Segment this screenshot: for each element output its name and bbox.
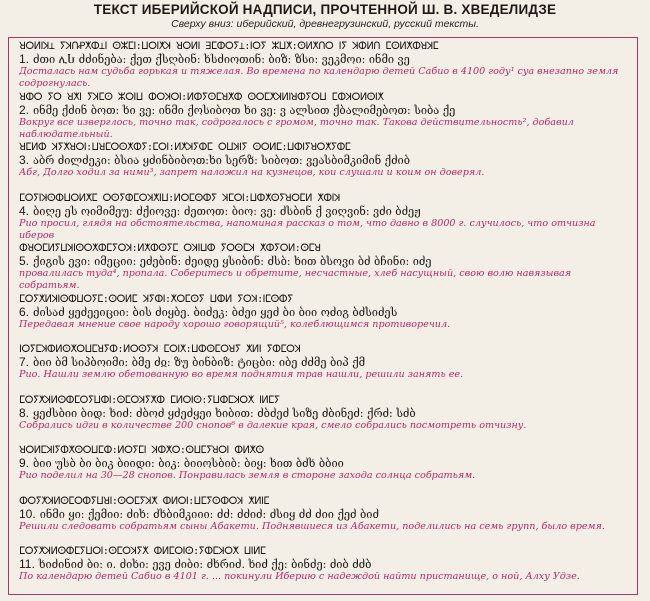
- georgian-line: [19, 356, 629, 369]
- georgian-text: ძისაძ ყეძეეიციი: ბის ძიყბე. ბიძეკ: ბძეი ყეძ ბი ბიი ოძიგ ბძსიძეს: [33, 305, 398, 319]
- georgian-text: ქიგის ევი: იმეციი: ეძებინ: ძეიდე ყსიბინ: ძსბ: ხით ბსოვი ბძ ბჩინი: იძე: [33, 255, 432, 268]
- georgian-text: ხიძინიძ ბი: ი. ძიხი: ევე ძიბი: ძხრიძ. ხიძ ქე: ბინძე: ძიბ ძძბ: [38, 558, 372, 571]
- georgian-text: ინმე ქძინ ბოთ: ხი ვე: ინმი ქოსიბოთ ხი ვე: ვ ალსით ქბალიმებოთ: სიბა ქე: [33, 103, 456, 117]
- entry-2: [19, 92, 629, 143]
- inscription-frame: [8, 37, 638, 595]
- entry-number: 3.: [19, 154, 30, 167]
- georgian-line: [19, 255, 629, 268]
- russian-line: Абг, Долго ходил за ними³, запрет наложил на кузнецов, кои слушали и коим он доверял.: [19, 167, 485, 178]
- iberian-line: ⵎⵔⵢⵅⵍꓘⵏⵙⵀⵡⵔⵢⵎ:ⵙⵔⵍⵎ ꓘⵢⵀⵏ:ⵅⵔⵎⵙⵢ ⵡⵀⵍ ⵢⵔꓘ:ⵏⵎⵙⵀⵢ: [19, 293, 293, 305]
- entry-10: [19, 496, 629, 547]
- georgian-text: ბიი ბმ სიპბოიმი: ბმე ძჲ: ზუ ბინბიზ: ტიცბი: იბე ძძმე ბიპ ქმ: [33, 356, 366, 369]
- iberian-line: ꓤⵔⵍⵎꓘⵏⵢⵀⵅⵙⵔⵡⵎⵀ:ⵍⵔⵢⵎⵏ ꓘⵀⵅⵔ:ⵙⵡⵎⵢꓤⵔⵏ ⵀⵍⵅⵙ: [19, 445, 264, 456]
- russian-line: Вокруг все изверглось, точно так, содрогалось с громом, точно так. Такова действительность², добавил наблюдательный.: [19, 116, 574, 140]
- entry-6: [19, 294, 629, 345]
- entry-number: 4.: [19, 204, 30, 218]
- page-title: ТЕКСТ ИБЕРИЙСКОЙ НАДПИСИ, ПРОЧТЕННОЙ Ш. В. ХВЕДЕЛИДЗЕ: [93, 2, 557, 17]
- entry-number: 9.: [19, 457, 30, 470]
- iberian-line: ⵏⵔⵢⵎꓘⵀⵍⵙⵅⵔⵡⵎꓤⵢⵀ:ⵍⵔⵙⵢꓘ ⵎⵔⵏⵅ:ⵡⵀⵙⵎⵔꓤⵢ ⵅⵍⵏ ⵢⵀⵎⵔꓘ: [19, 344, 301, 355]
- entry-8: [19, 395, 629, 446]
- entry-number: 11.: [19, 558, 35, 571]
- georgian-text: ბიი უსბ ბი ბიკ ბიიდი: ბიკ: ბიიოსბიბ: ბიყ: ხით ბძხ ბბიი: [33, 457, 344, 470]
- iberian-line: ꓤⵀⵔ ⵢⵔ ꓤⵅⵏ ⵢꓘⵎⵙ ⵣⵔⵏⵡ ⵀⵔꓘⵔⵏ:ⵍⵀⵢⵙⵎꓤⵅⵀ ⵙⵔⵎⵅꓘⵍⵏꓤⵀⵢⵔⵡ ⵎⵀꓘⵔⵍⵙⵏⵅ: [19, 91, 384, 103]
- entry-7: [19, 344, 629, 395]
- georgian-line: [19, 53, 629, 66]
- georgian-line: [19, 508, 629, 521]
- georgian-text: ინმი ყი: ქემიი: ძიხ: ძხბიმკიიი: ძძ: ძძიძ: ძსიყ ძძ ძიი ქეძ ბიძ: [39, 507, 379, 521]
- georgian-line: [19, 457, 629, 470]
- entry-number: 7.: [19, 356, 30, 369]
- entry-number: 5.: [19, 255, 30, 268]
- georgian-line: [19, 407, 629, 420]
- iberian-line: ⵎⵔⵢⵅꓘⵍⵙⵀⵎⵢⵡⵔⵏ:ⵙⵎⵔꓘⵢⵅ ⵀⵍⵎⵔⵏⵙ:ⵢⵀⵎꓘⵔⵅ ⵡⵏⵍⵎ: [19, 546, 266, 557]
- russian-line: Досталась нам судьба горькая и тяжелая. Во времена по календарю детей Сабио в 4100 году¹ суа внезапно земля содрогнулась.: [19, 66, 619, 89]
- georgian-line: [19, 558, 629, 571]
- georgian-text: ძთი ሊႱ ძძინება: ქეთ ქსღბინ: ხსძიოთინ: ბიზ: ზსი: ვეკმოი: ინმი ვე: [33, 53, 410, 66]
- entry-number: 8.: [19, 406, 30, 420]
- russian-line: По календарю детей Сабио в 4101 г. ... покинули Иберию с надеждой найти пристанище, о ной, Алху Удзе.: [19, 571, 580, 582]
- entry-number: 6.: [19, 305, 30, 319]
- entry-11: [19, 546, 629, 597]
- entry-4: [19, 193, 629, 244]
- iberian-line: ⵀꓤⵔⵎⵍⵢⵡꓘⵏⵙⵔⵅⵀⵎⵢⵔꓘ:ⵍⵅⵀⵙⵢⵎ ⵔꓘⵏⵡⵀ ⵢⵔⵙⵎꓘ ⵅⵀⵢⵔⵍ:ⵙⵎꓤ: [19, 243, 321, 254]
- georgian-text: აბრ ძილძეკი: ბსია ყძინბიბოთ:ხი სერზ: სიბოთ: ვეასბიმკიმინ ქძიბ: [33, 154, 410, 167]
- iberian-line: ⵎⵔⵢⵏꓘⵙⵀⵡⵔⵍⵅⵎ ⵔⵙⵢⵀⵎⵔꓘⵅⵏⵡ:ⵍⵔⵎⵙⵀⵢ ꓘⵎⵔⵏ:ⵡⵀⵅⵙⵢꓤⵔⵎⵍ ⵅⵀⵏꓘ: [19, 192, 340, 204]
- russian-line: Рио поделил на 30—28 снопов. Понравилась земля в стороне захода солнца собратьям.: [19, 470, 476, 481]
- georgian-line: [19, 104, 629, 117]
- iberian-line: ⵎⵔⵢⵅꓘⵍⵙⵀⵎⵔⵢⵡⵀⵏ:ⵙⵎⵔꓘⵢⵅⵀ ⵎⵍⵔⵏⵙ:ⵢⵡⵀⵎꓘⵔⵅ ⵏⵍⵎⵢ: [19, 394, 280, 406]
- iberian-line: ꓤⵎⵍⵀ ꓘⵢⵅꓤⵔⵏ:ⵡꓤⵎⵔⵙⵅⵀⵢ:ⵎⵔⵏ:ⵍⵅꓘⵢⵀⵎ ⵔⵡꓘⵏⵢ ⵙⵔⵍⵎ:ⵡⵀⵏⵢꓤⵔⵅⵢⵀⵎ: [19, 142, 351, 153]
- entry-3: [19, 142, 629, 193]
- georgian-line: [19, 154, 629, 167]
- header: [0, 2, 650, 30]
- entry-5: [19, 243, 629, 294]
- russian-line: Рио. Нашли землю обетованную во время поднятия трав нашли, решили занять ее.: [19, 369, 464, 380]
- georgian-text: ყეძსბიი ბიდ: ხიძ: ძბოძ ყძეძყეი ხიბით: ძბძეძ სიზე ძბინეძ: ქრძ: სძბ: [33, 406, 416, 420]
- georgian-line: [19, 306, 629, 319]
- entry-1: [19, 41, 629, 92]
- georgian-line: [19, 205, 629, 218]
- entry-number: 2.: [19, 103, 30, 117]
- georgian-text: ბიღე ეს ოიმიმეუ: ძქიოვე: ძეთოთ: ბიო: ვე: ძსბინ ქ ვიღვინ: ვძი ბძეჟ: [33, 204, 421, 218]
- russian-line: Собрались идги в количестве 200 снопов⁶ в далекие края, смело собрались посмотреть отчизну.: [19, 419, 527, 431]
- page-subtitle: Сверху вниз: иберийский, древнегрузинский, русский тексты.: [171, 18, 479, 30]
- russian-line: Решили следовать собратьям сыны Абакети. Поднявшиеся из Абакети, поделились на семь групп, было время.: [19, 520, 605, 532]
- russian-line: Передавая мнение свое народу хорошо говорящий⁵, колеблющимся противоречил.: [19, 318, 451, 330]
- russian-line: провалилась туда⁴, пропала. Соберитесь и обретите, несчастные, хлеб насущный, свою волю навязывая собратьям.: [19, 268, 572, 291]
- entry-9: [19, 445, 629, 496]
- russian-line: Рио просил, глядя на обстоятельства, напоминая рассказ о том, что давно в 8000 г. случилось, что отчизна иберов: [19, 217, 596, 241]
- entry-number: 10.: [19, 507, 36, 521]
- entry-number: 1.: [19, 53, 30, 66]
- iberian-line: ꓤⵔⵍⵏꓘ⊥ ⵢꓘꓵꝒⵅⵀ⊥ⵏ ⵙⵣⵎⵏ:ⵡⵔⵏⵅꓘ ꓤⵔⵍⵏ ꓱⵎⵀⵔⵢ⊥:ⵏⵔⵢ ⵣⵡⵅ:ⵙⵍⵅꓵⵔ ⵏⵢ ꓘⵀⵍꓵ ⵎⵙⵍⵅⵀꓤꓘⵎ: [19, 41, 439, 52]
- iberian-line: ⵀⵔⵢⵅꓘⵍⵙⵎⵔⵀⵢⵡꓤⵏ:ⵙⵔⵎⵢꓘⵅ ⵀⵍⵔⵏ:ⵡⵎⵢⵙⵀⵔꓘ ⵅⵍⵏⵎ: [19, 495, 269, 507]
